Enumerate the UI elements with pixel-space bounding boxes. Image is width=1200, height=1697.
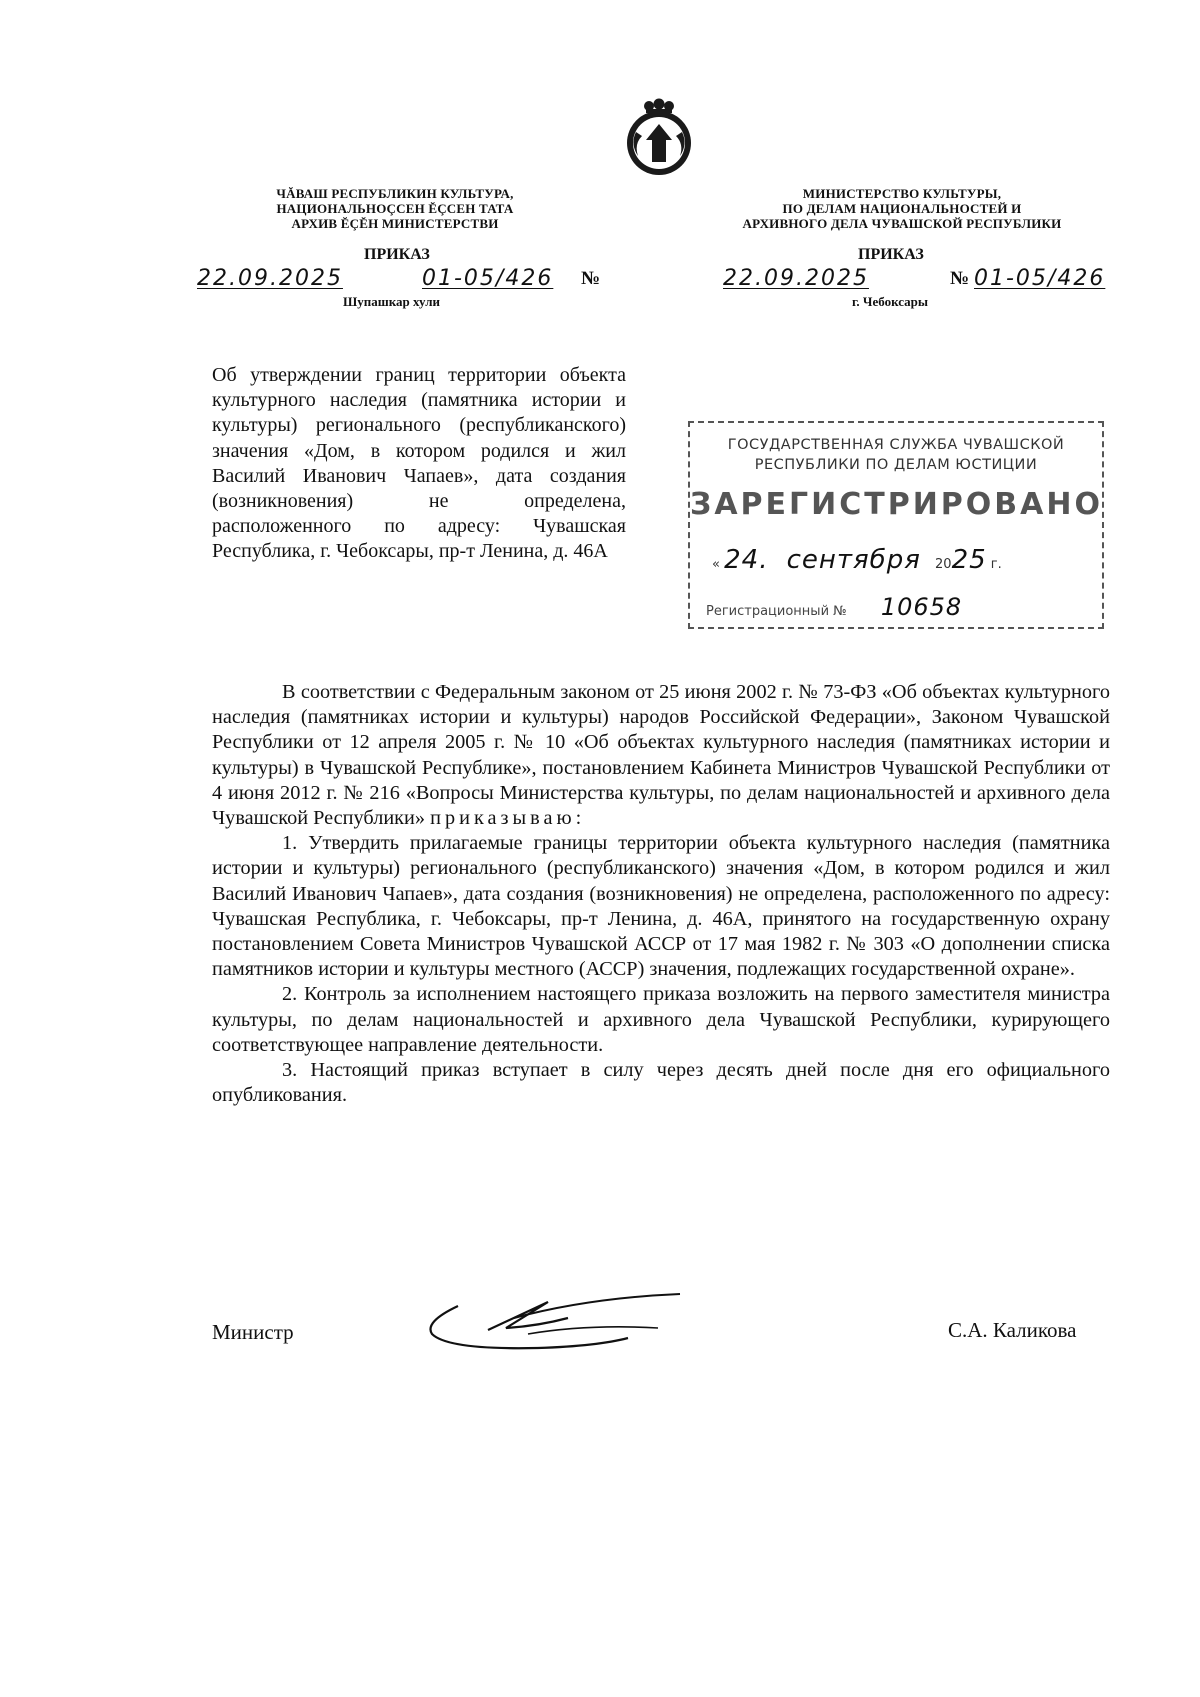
header-right-line: ПО ДЕЛАМ НАЦИОНАЛЬНОСТЕЙ И — [782, 201, 1022, 216]
stamp-year-prefix: 20 — [935, 557, 952, 572]
body-order-word: приказываю: — [430, 807, 586, 830]
signatory-title: Министр — [212, 1320, 294, 1344]
stamp-quote-open: « — [712, 557, 720, 572]
stamp-day: 24. — [724, 545, 769, 575]
header-right-place: г. Чебоксары — [852, 294, 929, 309]
stamp-year-unit: г. — [990, 557, 1002, 572]
handwritten-signature — [418, 1288, 688, 1358]
registration-stamp — [688, 421, 1104, 629]
stamp-line1: ГОСУДАРСТВЕННАЯ СЛУЖБА ЧУВАШСКОЙ — [727, 437, 1065, 453]
signatory-name: С.А. Каликова — [948, 1318, 1077, 1342]
header-right-number: 01-05/426 — [974, 266, 1106, 291]
header-left-line: ЧĂВАШ РЕСПУБЛИКИН КУЛЬТУРА, — [276, 186, 514, 201]
stamp-reg-row — [706, 593, 962, 621]
stamp-year-suffix: 25 — [951, 545, 987, 575]
stamp-status: ЗАРЕГИСТРИРОВАНО — [690, 487, 1103, 522]
body-item-2: 2. Контроль за исполнением настоящего приказа возложить на первого заместителя министра культуры, по делам национальностей и архивного дела Чувашской Республики, курирующего соответствующее направление деятельности. — [212, 983, 1110, 1056]
header-right-line: АРХИВНОГО ДЕЛА ЧУВАШСКОЙ РЕСПУБЛИКИ — [742, 216, 1062, 231]
header-right-date: 22.09.2025 — [723, 266, 869, 291]
header-right — [712, 186, 1092, 231]
header-left-line: АРХИВ ĔÇĔН МИНИСТЕРСТВИ — [291, 216, 499, 231]
header-right-num-sign: № — [950, 268, 970, 289]
body-preamble-text: В соответствии с Федеральным законом от 25 июня 2002 г. № 73-ФЗ «Об объектах культурного наследия (памятниках истории и культуры) народов Российской Федерации», Законом Чувашской Республики от 12 апреля 2005 г. № 10 «Об объектах культурного наследия (памятниках истории и культуры) в Чувашской Республике», постановлением Кабинета Министров Чувашской Республики от 4 июня 2012 г. № 216 «Вопросы Министерства культуры, по делам национальностей и архивного дела Чувашской Республики» — [212, 681, 1110, 830]
chuvash-coat-of-arms-icon — [616, 96, 702, 178]
stamp-reg-number: 10658 — [880, 593, 963, 621]
stamp-month: сентября — [786, 545, 921, 575]
header-left-num-sign: № — [581, 268, 601, 289]
header-left-number: 01-05/426 — [422, 266, 554, 291]
stamp-date-row — [712, 545, 1002, 575]
header-left-prikaz: ПРИКАЗ — [364, 246, 430, 263]
stamp-line2: РЕСПУБЛИКИ ПО ДЕЛАМ ЮСТИЦИИ — [754, 457, 1038, 473]
stamp-reg-label: Регистрационный № — [706, 604, 847, 619]
header-right-line: МИНИСТЕРСТВО КУЛЬТУРЫ, — [802, 186, 1002, 201]
body-item-1: 1. Утвердить прилагаемые границы территории объекта культурного наследия (памятника истории и культуры) регионального (республиканского) значения «Дом, в котором родился и жил Василий Иванович Чапаев», дата создания (возникновения) не определена, расположенного по адресу: Чувашская Республика, г. Чебоксары, пр-т Ленина, д. 46А, принятого на государственную охрану постановлением Совета Министров Чувашской АССР от 17 мая 1982 г. № 303 «О дополнении списка памятников истории и культуры местного (АССР) значения, подлежащих государственной охране». — [212, 832, 1110, 981]
document-title: Об утверждении границ территории объекта культурного наследия (памятника истории и культуры) регионального (республиканского) значения «Дом, в котором родился и жил Василий Иванович Чапаев», дата создания (возникновения) не определена, расположенного по адресу: Чувашская Республика, г. Чебоксары, пр-т Ленина, д. 46А — [212, 364, 626, 563]
header-left — [230, 186, 560, 231]
document-body — [212, 680, 1110, 1108]
body-paragraph-preamble — [212, 680, 1110, 831]
body-item-3: 3. Настоящий приказ вступает в силу через десять дней после дня его официального опубликования. — [212, 1059, 1110, 1107]
header-left-place: Шупашкар хули — [343, 294, 440, 309]
header-left-line: НАЦИОНАЛЬНОÇСЕН ĔÇСЕН ТАТА — [276, 201, 514, 216]
header-left-date: 22.09.2025 — [197, 266, 343, 291]
header-right-prikaz: ПРИКАЗ — [858, 246, 924, 263]
